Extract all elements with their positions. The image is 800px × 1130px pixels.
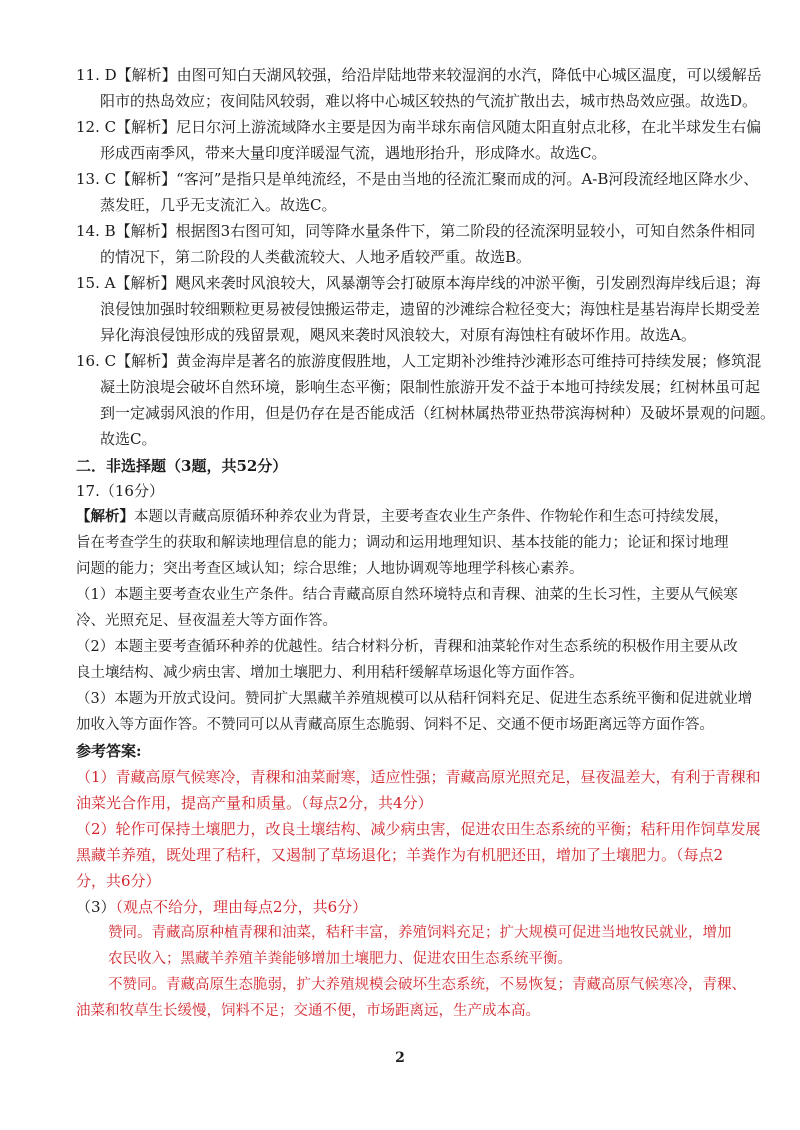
answer-14-line-2: 的情况下，第二阶段的人类截流较大、人地矛盾较严重。故选B。 (100, 248, 532, 266)
answer-2-line-1: （2）轮作可保持土壤肥力，改良土壤结构、减少病虫害，促进农田生态系统的平衡；秸秆用作饲草发展 (76, 820, 761, 838)
question-17-label: 17.（16分） (76, 482, 164, 500)
sub-analysis-1-line-2: 冷、光照充足、昼夜温差大等方面作答。 (76, 613, 337, 629)
sub-analysis-1-line-1: （1）本题主要考查农业生产条件。结合青藏高原自然环境特点和青稞、油菜的生长习性，主要从气候寒 (76, 587, 738, 603)
answer-2-line-2: 黑藏羊养殖，既处理了秸秆，又遏制了草场退化；羊粪作为有机肥还田，增加了土壤肥力。（每点2 (76, 846, 724, 864)
answer-12-line-1: 12. C【解析】尼日尔河上游流域降水主要是因为南半球东南信风随太阳直射点北移，在北半球发生右偏 (76, 118, 762, 136)
answer-3-header (76, 894, 726, 920)
analysis-label: 【解析】 (76, 508, 134, 525)
agree-line-2: 农民收入；黑藏羊养殖羊粪能够增加土壤肥力、促进农田生态系统平衡。 (108, 951, 572, 967)
answer-15-line-3: 异化海浪侵蚀形成的残留景观，飓风来袭时风浪较大，对原有海蚀柱有破坏作用。故选A。 (100, 326, 696, 344)
analysis-line-3: 问题的能力；突出考查区域认知；综合思维；人地协调观等地理学科核心素养。 (76, 561, 584, 577)
answer-1-line-1: （1）青藏高原气候寒冷，青稞和油菜耐寒，适应性强；青藏高原光照充足，昼夜温差大，有利于青稞和 (76, 768, 761, 786)
disagree-line-2: 油菜和牧草生长缓慢，饲料不足；交通不便，市场距离远，生产成本高。 (76, 1003, 540, 1019)
analysis-text-1: 本题以青藏高原循环种养农业为背景，主要考查农业生产条件、作物轮作和生态可持续发展， (134, 509, 729, 525)
answer-16-line-3: 到一定减弱风浪的作用，但是仍存在是否能成活（红树林属热带亚热带滨海树种）及破坏景观的问题。 (100, 404, 776, 422)
section-heading: 二．非选择题（3题，共52分） (76, 457, 288, 475)
reference-label: 参考答案: (76, 742, 142, 760)
answer-15-line-2: 浪侵蚀加强时较细颗粒更易被侵蚀搬运带走，遗留的沙滩综合粒径变大；海蚀柱是基岩海岸长期受差 (100, 300, 761, 318)
sub-analysis-2-line-2: 良土壤结构、减少病虫害、增加土壤肥力、利用秸秆缓解草场退化等方面作答。 (76, 665, 584, 681)
sub-analysis-3-line-1: （3）本题为开放式设问。赞同扩大黑藏羊养殖规模可以从秸秆饲料充足、促进生态系统平衡和促进就业增 (76, 691, 753, 707)
answer-16-line-4: 故选C。 (100, 430, 157, 448)
answer-15-line-1: 15. A【解析】飓风来袭时风浪较大，风暴潮等会打破原本海岸线的冲淤平衡，引发剧烈海岸线后退；海 (76, 274, 761, 292)
answer-1-line-2: 油菜光合作用，提高产量和质量。（每点2分，共4分） (76, 794, 433, 812)
page-number: 2 (395, 1050, 405, 1066)
sub-analysis-2-line-1: （2）本题主要考查循环种养的优越性。结合材料分析，青稞和油菜轮作对生态系统的积极作用主要从改 (76, 639, 738, 655)
analysis-line-1 (76, 504, 729, 530)
disagree-line-1: 不赞同。青藏高原生态脆弱，扩大养殖规模会破坏生态系统，不易恢复；青藏高原气候寒冷，青稞、 (108, 977, 746, 993)
answer-13-line-1: 13. C【解析】“客河”是指只是单纯流经，不是由当地的径流汇聚而成的河。A-B河段流经地区降水少、 (76, 170, 759, 188)
answer-2-line-3: 分，共6分） (76, 872, 161, 890)
answer-16-line-2: 凝土防浪堤会破坏自然环境，影响生态平衡；限制性旅游开发不益于本地可持续发展；红树林虽可起 (100, 378, 761, 396)
answer-16-line-1: 16. C【解析】黄金海岸是著名的旅游度假胜地，人工定期补沙维持沙滩形态可维持可持续发展；修筑混 (76, 352, 762, 370)
answer-11-line-2: 阳市的热岛效应；夜间陆风较弱，难以将中心城区较热的气流扩散出去，城市热岛效应强。故选D。 (100, 92, 758, 110)
analysis-line-2: 旨在考查学生的获取和解读地理信息的能力；调动和运用地理知识、基本技能的能力；论证和探讨地理 (76, 535, 729, 551)
answer-12-line-2: 形成西南季风，带来大量印度洋暖湿气流，遇地形抬升，形成降水。故选C。 (100, 144, 607, 162)
answer-3-prefix: （3） (76, 898, 116, 916)
answer-11-line-1: 11. D【解析】由图可知白天湖风较强，给沿岸陆地带来较湿润的水汽，降低中心城区温度，可以缓解岳 (76, 66, 762, 84)
answer-14-line-1: 14. B【解析】根据图3右图可知，同等降水量条件下，第二阶段的径流深明显较小，可知自然条件相同 (76, 222, 756, 240)
answer-3-note: （观点不给分，理由每点2分，共6分） (115, 898, 368, 916)
sub-analysis-3-line-2: 加收入等方面作答。不赞同可以从青藏高原生态脆弱、饲料不足、交通不便市场距离远等方面作答。 (76, 717, 714, 733)
answer-13-line-2: 蒸发旺，几乎无支流汇入。故选C。 (100, 196, 337, 214)
agree-line-1: 赞同。青藏高原种植青稞和油菜，秸秆丰富，养殖饲料充足；扩大规模可促进当地牧民就业，增加 (108, 925, 732, 941)
